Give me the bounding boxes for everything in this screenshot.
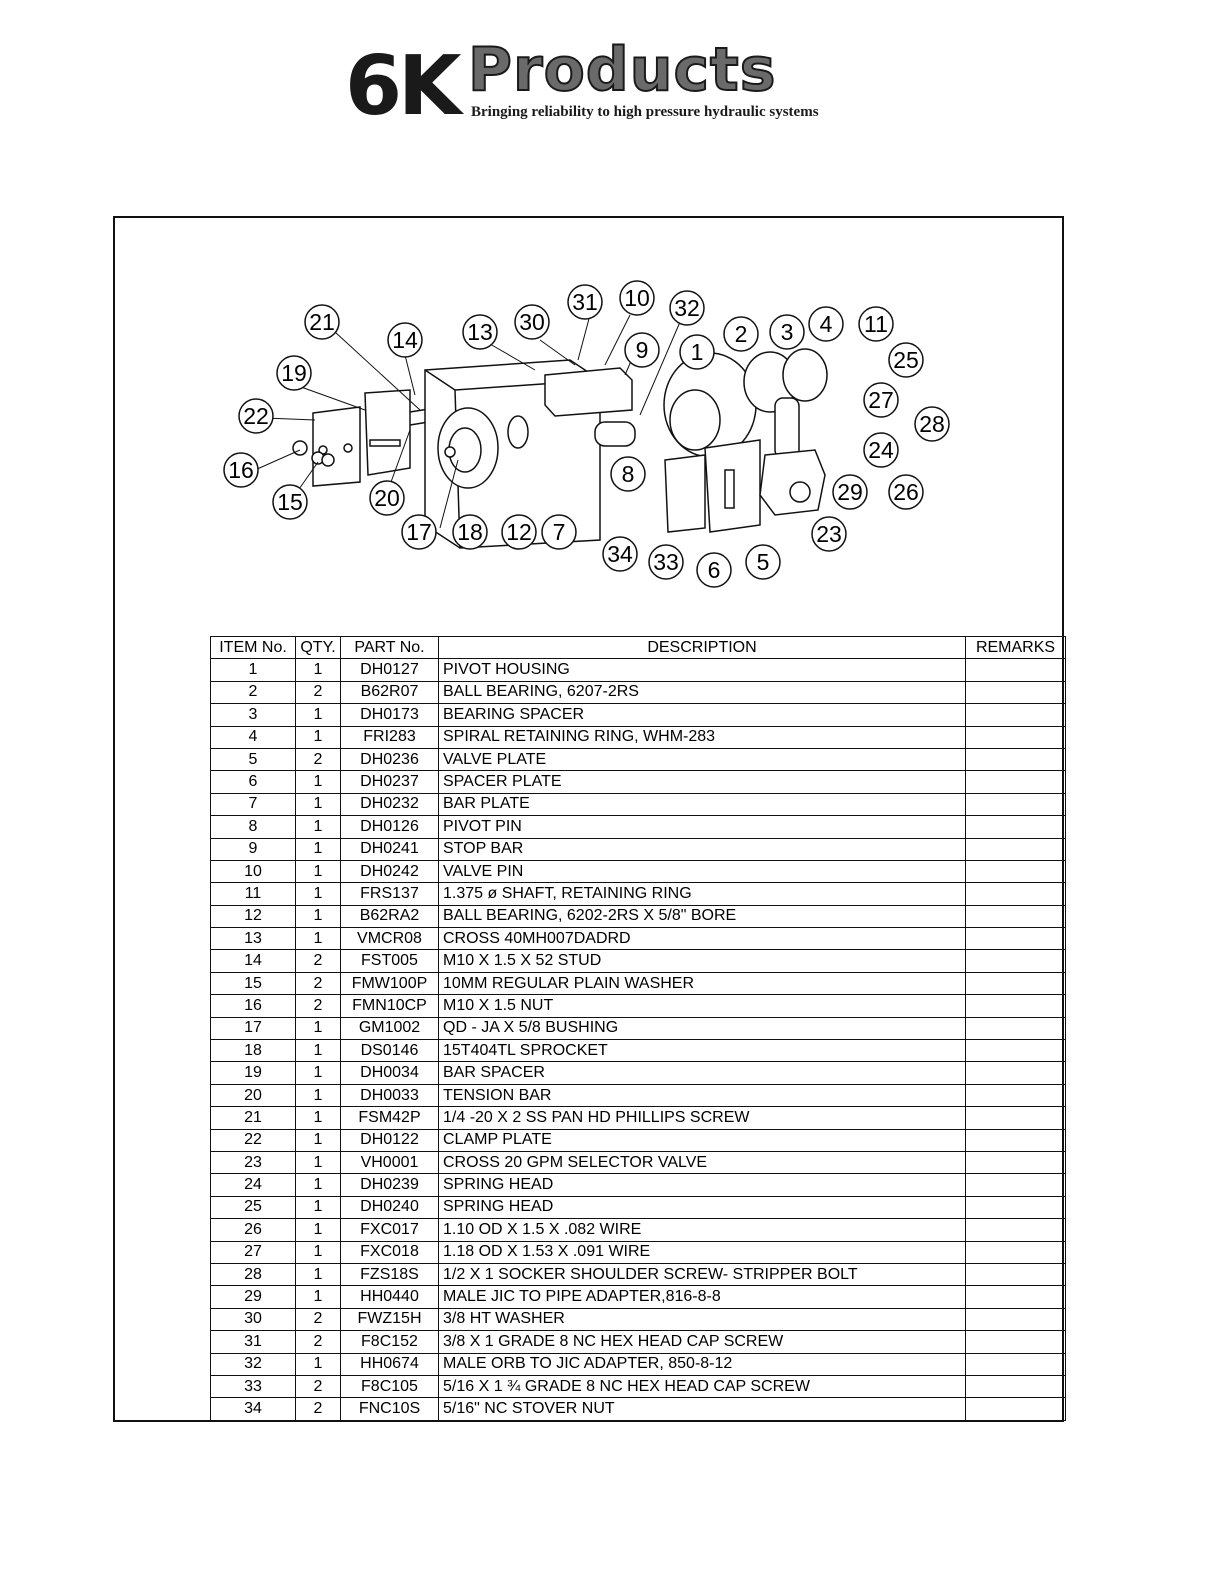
- balloon-label: 33: [653, 549, 679, 575]
- table-row: [211, 995, 1066, 1017]
- tension-bar-part: [365, 390, 410, 475]
- qty-cell: 2: [296, 681, 341, 703]
- balloon-label: 9: [635, 337, 649, 363]
- qty-cell: 1: [296, 659, 341, 681]
- balloon-label: 2: [734, 321, 748, 347]
- description-cell: BEARING SPACER: [439, 704, 966, 726]
- qty-cell: 2: [296, 995, 341, 1017]
- bushing-bore-part: [445, 447, 455, 457]
- qty-cell: 1: [296, 1241, 341, 1263]
- table-row: [211, 659, 1066, 681]
- description-cell: CROSS 40MH007DADRD: [439, 928, 966, 950]
- part-no-cell: FZS18S: [341, 1263, 439, 1285]
- part-no-cell: DH0242: [341, 860, 439, 882]
- part-no-cell: FMW100P: [341, 972, 439, 994]
- balloon-label: 1: [690, 339, 704, 365]
- description-cell: 3/8 HT WASHER: [439, 1308, 966, 1330]
- table-row: [211, 1151, 1066, 1173]
- balloon-label: 30: [519, 309, 545, 335]
- remarks-cell: [966, 659, 1066, 681]
- table-row: [211, 1062, 1066, 1084]
- part-no-cell: DH0127: [341, 659, 439, 681]
- qty-cell: 1: [296, 793, 341, 815]
- description-cell: VALVE PIN: [439, 860, 966, 882]
- description-cell: BALL BEARING, 6202-2RS X 5/8" BORE: [439, 905, 966, 927]
- qty-cell: 1: [296, 1017, 341, 1039]
- valve-plate-slot: [725, 470, 734, 508]
- balloon-label: 8: [621, 461, 635, 487]
- item-no-cell: 28: [211, 1263, 296, 1285]
- remarks-cell: [966, 1017, 1066, 1039]
- part-no-cell: DH0239: [341, 1174, 439, 1196]
- item-no-cell: 22: [211, 1129, 296, 1151]
- table-row: [211, 1219, 1066, 1241]
- remarks-cell: [966, 1286, 1066, 1308]
- balloon-label: 14: [392, 327, 418, 353]
- remarks-cell: [966, 1398, 1066, 1420]
- item-no-cell: 17: [211, 1017, 296, 1039]
- remarks-cell: [966, 905, 1066, 927]
- item-no-cell: 21: [211, 1107, 296, 1129]
- balloon-label: 4: [819, 311, 833, 337]
- description-cell: VALVE PLATE: [439, 748, 966, 770]
- part-no-cell: B62R07: [341, 681, 439, 703]
- description-cell: 1/2 X 1 SOCKER SHOULDER SCREW- STRIPPER BOLT: [439, 1263, 966, 1285]
- part-no-cell: FXC017: [341, 1219, 439, 1241]
- item-no-cell: 14: [211, 950, 296, 972]
- remarks-cell: [966, 726, 1066, 748]
- remarks-cell: [966, 1062, 1066, 1084]
- part-no-cell: DH0033: [341, 1084, 439, 1106]
- logo-6k: 6K: [345, 39, 458, 134]
- nut-part: [293, 441, 307, 455]
- description-cell: TENSION BAR: [439, 1084, 966, 1106]
- part-no-cell: FST005: [341, 950, 439, 972]
- qty-cell: 1: [296, 704, 341, 726]
- washer-part: [322, 454, 334, 466]
- qty-cell: 1: [296, 1129, 341, 1151]
- description-cell: CROSS 20 GPM SELECTOR VALVE: [439, 1151, 966, 1173]
- remarks-cell: [966, 950, 1066, 972]
- remarks-cell: [966, 883, 1066, 905]
- table-row: [211, 928, 1066, 950]
- item-no-cell: 7: [211, 793, 296, 815]
- balloon-label: 12: [506, 519, 532, 545]
- spring-part: [775, 398, 799, 458]
- remarks-cell: [966, 1263, 1066, 1285]
- qty-cell: 1: [296, 905, 341, 927]
- item-no-cell: 2: [211, 681, 296, 703]
- table-row: [211, 1196, 1066, 1218]
- logo-tagline: Bringing reliability to high pressure hydraulic systems: [471, 104, 819, 120]
- remarks-cell: [966, 1331, 1066, 1353]
- header-qty: QTY.: [296, 637, 341, 659]
- balloon-label: 28: [919, 411, 945, 437]
- item-no-cell: 27: [211, 1241, 296, 1263]
- remarks-cell: [966, 838, 1066, 860]
- description-cell: SPIRAL RETAINING RING, WHM-283: [439, 726, 966, 748]
- remarks-cell: [966, 860, 1066, 882]
- balloon-label: 22: [243, 403, 269, 429]
- remarks-cell: [966, 704, 1066, 726]
- table-row: [211, 905, 1066, 927]
- qty-cell: 1: [296, 860, 341, 882]
- part-no-cell: HH0440: [341, 1286, 439, 1308]
- qty-cell: 1: [296, 1353, 341, 1375]
- part-no-cell: FWZ15H: [341, 1308, 439, 1330]
- description-cell: CLAMP PLATE: [439, 1129, 966, 1151]
- remarks-cell: [966, 1219, 1066, 1241]
- item-no-cell: 30: [211, 1308, 296, 1330]
- qty-cell: 2: [296, 972, 341, 994]
- part-no-cell: VMCR08: [341, 928, 439, 950]
- header-description: DESCRIPTION: [439, 637, 966, 659]
- part-no-cell: DH0122: [341, 1129, 439, 1151]
- qty-cell: 1: [296, 928, 341, 950]
- item-no-cell: 29: [211, 1286, 296, 1308]
- remarks-cell: [966, 972, 1066, 994]
- selector-valve-port: [790, 482, 810, 502]
- balloon-label: 6: [707, 557, 721, 583]
- balloon-label: 17: [406, 519, 432, 545]
- qty-cell: 1: [296, 1084, 341, 1106]
- item-no-cell: 10: [211, 860, 296, 882]
- balloon-label: 32: [674, 295, 700, 321]
- table-row: [211, 793, 1066, 815]
- remarks-cell: [966, 1353, 1066, 1375]
- item-no-cell: 32: [211, 1353, 296, 1375]
- table-row: [211, 1017, 1066, 1039]
- table-row: [211, 748, 1066, 770]
- part-no-cell: DH0236: [341, 748, 439, 770]
- tension-slot-part: [370, 440, 400, 446]
- part-no-cell: DS0146: [341, 1040, 439, 1062]
- balloon-label: 11: [864, 311, 888, 337]
- balloon-label: 20: [374, 485, 400, 511]
- part-no-cell: DH0173: [341, 704, 439, 726]
- description-cell: BAR PLATE: [439, 793, 966, 815]
- description-cell: 5/16" NC STOVER NUT: [439, 1398, 966, 1420]
- qty-cell: 2: [296, 950, 341, 972]
- item-no-cell: 26: [211, 1219, 296, 1241]
- item-no-cell: 4: [211, 726, 296, 748]
- part-no-cell: DH0240: [341, 1196, 439, 1218]
- part-no-cell: GM1002: [341, 1017, 439, 1039]
- part-no-cell: FXC018: [341, 1241, 439, 1263]
- description-cell: SPRING HEAD: [439, 1196, 966, 1218]
- description-cell: PIVOT PIN: [439, 816, 966, 838]
- balloon-label: 19: [281, 360, 307, 386]
- remarks-cell: [966, 1241, 1066, 1263]
- table-row: [211, 1084, 1066, 1106]
- qty-cell: 1: [296, 1219, 341, 1241]
- part-no-cell: VH0001: [341, 1151, 439, 1173]
- table-row: [211, 1286, 1066, 1308]
- part-no-cell: FSM42P: [341, 1107, 439, 1129]
- qty-cell: 1: [296, 838, 341, 860]
- balloon-label: 29: [837, 479, 863, 505]
- selector-valve-part: [760, 450, 825, 515]
- item-no-cell: 6: [211, 771, 296, 793]
- bearing-part: [508, 416, 528, 448]
- qty-cell: 1: [296, 771, 341, 793]
- description-cell: SPACER PLATE: [439, 771, 966, 793]
- table-row: [211, 1398, 1066, 1420]
- part-no-cell: FNC10S: [341, 1398, 439, 1420]
- description-cell: STOP BAR: [439, 838, 966, 860]
- table-row: [211, 771, 1066, 793]
- part-no-cell: DH0237: [341, 771, 439, 793]
- balloon-label: 24: [868, 437, 894, 463]
- part-no-cell: DH0241: [341, 838, 439, 860]
- remarks-cell: [966, 928, 1066, 950]
- description-cell: 10MM REGULAR PLAIN WASHER: [439, 972, 966, 994]
- description-cell: M10 X 1.5 X 52 STUD: [439, 950, 966, 972]
- table-row: [211, 1107, 1066, 1129]
- table-row: [211, 1353, 1066, 1375]
- item-no-cell: 11: [211, 883, 296, 905]
- description-cell: 15T404TL SPROCKET: [439, 1040, 966, 1062]
- remarks-cell: [966, 681, 1066, 703]
- table-row: [211, 1263, 1066, 1285]
- balloon-label: 21: [309, 309, 335, 335]
- item-no-cell: 8: [211, 816, 296, 838]
- part-no-cell: FMN10CP: [341, 995, 439, 1017]
- remarks-cell: [966, 748, 1066, 770]
- qty-cell: 2: [296, 1308, 341, 1330]
- description-cell: 5/16 X 1 ¾ GRADE 8 NC HEX HEAD CAP SCREW: [439, 1375, 966, 1397]
- part-no-cell: F8C152: [341, 1331, 439, 1353]
- description-cell: BAR SPACER: [439, 1062, 966, 1084]
- table-row: [211, 816, 1066, 838]
- qty-cell: 2: [296, 748, 341, 770]
- qty-cell: 1: [296, 1196, 341, 1218]
- remarks-cell: [966, 1196, 1066, 1218]
- balloon-label: 26: [893, 479, 919, 505]
- balloon-label: 13: [467, 319, 493, 345]
- item-no-cell: 9: [211, 838, 296, 860]
- header-part-no: PART No.: [341, 637, 439, 659]
- item-no-cell: 18: [211, 1040, 296, 1062]
- description-cell: MALE ORB TO JIC ADAPTER, 850-8-12: [439, 1353, 966, 1375]
- table-row: [211, 1129, 1066, 1151]
- item-no-cell: 19: [211, 1062, 296, 1084]
- header-item-no: ITEM No.: [211, 637, 296, 659]
- stop-bar-part: [545, 368, 632, 416]
- table-row: [211, 681, 1066, 703]
- item-no-cell: 34: [211, 1398, 296, 1420]
- balloon-label: 7: [552, 519, 566, 545]
- qty-cell: 1: [296, 1286, 341, 1308]
- balloon-label: 15: [277, 489, 303, 515]
- description-cell: 1.18 OD X 1.53 X .091 WIRE: [439, 1241, 966, 1263]
- balloon-label: 27: [868, 387, 894, 413]
- qty-cell: 1: [296, 1062, 341, 1084]
- description-cell: 1.375 ø SHAFT, RETAINING RING: [439, 883, 966, 905]
- qty-cell: 2: [296, 1398, 341, 1420]
- description-cell: SPRING HEAD: [439, 1174, 966, 1196]
- part-no-cell: FRI283: [341, 726, 439, 748]
- part-no-cell: DH0126: [341, 816, 439, 838]
- qty-cell: 2: [296, 1375, 341, 1397]
- remarks-cell: [966, 771, 1066, 793]
- qty-cell: 2: [296, 1331, 341, 1353]
- remarks-cell: [966, 1040, 1066, 1062]
- table-row: [211, 950, 1066, 972]
- item-no-cell: 1: [211, 659, 296, 681]
- balloon-label: 31: [572, 289, 598, 315]
- description-cell: 1/4 -20 X 2 SS PAN HD PHILLIPS SCREW: [439, 1107, 966, 1129]
- item-no-cell: 25: [211, 1196, 296, 1218]
- table-body: [211, 659, 1066, 1420]
- exploded-assembly-drawing: [200, 270, 980, 600]
- remarks-cell: [966, 793, 1066, 815]
- remarks-cell: [966, 1375, 1066, 1397]
- description-cell: M10 X 1.5 NUT: [439, 995, 966, 1017]
- part-no-cell: HH0674: [341, 1353, 439, 1375]
- item-no-cell: 15: [211, 972, 296, 994]
- item-no-cell: 24: [211, 1174, 296, 1196]
- balloon-label: 5: [756, 549, 770, 575]
- remarks-cell: [966, 816, 1066, 838]
- clamp-hole-part: [344, 444, 352, 452]
- item-no-cell: 3: [211, 704, 296, 726]
- bearing-part: [783, 349, 827, 401]
- table-row: [211, 972, 1066, 994]
- qty-cell: 1: [296, 816, 341, 838]
- qty-cell: 1: [296, 726, 341, 748]
- remarks-cell: [966, 1084, 1066, 1106]
- qty-cell: 1: [296, 1151, 341, 1173]
- description-cell: QD - JA X 5/8 BUSHING: [439, 1017, 966, 1039]
- balloon-label: 34: [607, 541, 633, 567]
- table-row: [211, 883, 1066, 905]
- pivot-pin-part: [595, 422, 635, 446]
- qty-cell: 1: [296, 1263, 341, 1285]
- table-row: [211, 1040, 1066, 1062]
- item-no-cell: 13: [211, 928, 296, 950]
- table-row: [211, 1308, 1066, 1330]
- remarks-cell: [966, 1174, 1066, 1196]
- item-no-cell: 16: [211, 995, 296, 1017]
- balloon-label: 16: [228, 457, 254, 483]
- remarks-cell: [966, 1129, 1066, 1151]
- description-cell: BALL BEARING, 6207-2RS: [439, 681, 966, 703]
- balloon-label: 18: [457, 519, 483, 545]
- qty-cell: 1: [296, 1107, 341, 1129]
- logo-products: Products: [468, 35, 777, 105]
- remarks-cell: [966, 1107, 1066, 1129]
- table-row: [211, 1241, 1066, 1263]
- qty-cell: 1: [296, 883, 341, 905]
- part-no-cell: DH0034: [341, 1062, 439, 1084]
- balloon-label: 25: [893, 347, 919, 373]
- table-row: [211, 1375, 1066, 1397]
- table-row: [211, 726, 1066, 748]
- balloon-label: 3: [780, 319, 794, 345]
- balloon-label: 10: [624, 285, 650, 311]
- table-row: [211, 860, 1066, 882]
- bill-of-materials-table: [210, 636, 1066, 1421]
- remarks-cell: [966, 995, 1066, 1017]
- item-no-cell: 23: [211, 1151, 296, 1173]
- table-row: [211, 704, 1066, 726]
- remarks-cell: [966, 1308, 1066, 1330]
- description-cell: PIVOT HOUSING: [439, 659, 966, 681]
- item-no-cell: 5: [211, 748, 296, 770]
- part-no-cell: DH0232: [341, 793, 439, 815]
- description-cell: MALE JIC TO PIPE ADAPTER,816-8-8: [439, 1286, 966, 1308]
- description-cell: 1.10 OD X 1.5 X .082 WIRE: [439, 1219, 966, 1241]
- qty-cell: 1: [296, 1174, 341, 1196]
- table-row: [211, 838, 1066, 860]
- pivot-housing-bore: [670, 390, 720, 450]
- part-no-cell: B62RA2: [341, 905, 439, 927]
- item-no-cell: 20: [211, 1084, 296, 1106]
- item-no-cell: 31: [211, 1331, 296, 1353]
- spacer-plate-part: [665, 455, 705, 532]
- part-no-cell: F8C105: [341, 1375, 439, 1397]
- item-no-cell: 12: [211, 905, 296, 927]
- table-header-row: [211, 637, 1066, 659]
- header-remarks: REMARKS: [966, 637, 1066, 659]
- table-row: [211, 1331, 1066, 1353]
- company-logo: [345, 35, 845, 134]
- item-no-cell: 33: [211, 1375, 296, 1397]
- table-row: [211, 1174, 1066, 1196]
- part-no-cell: FRS137: [341, 883, 439, 905]
- description-cell: 3/8 X 1 GRADE 8 NC HEX HEAD CAP SCREW: [439, 1331, 966, 1353]
- balloon-label: 23: [816, 521, 842, 547]
- qty-cell: 1: [296, 1040, 341, 1062]
- remarks-cell: [966, 1151, 1066, 1173]
